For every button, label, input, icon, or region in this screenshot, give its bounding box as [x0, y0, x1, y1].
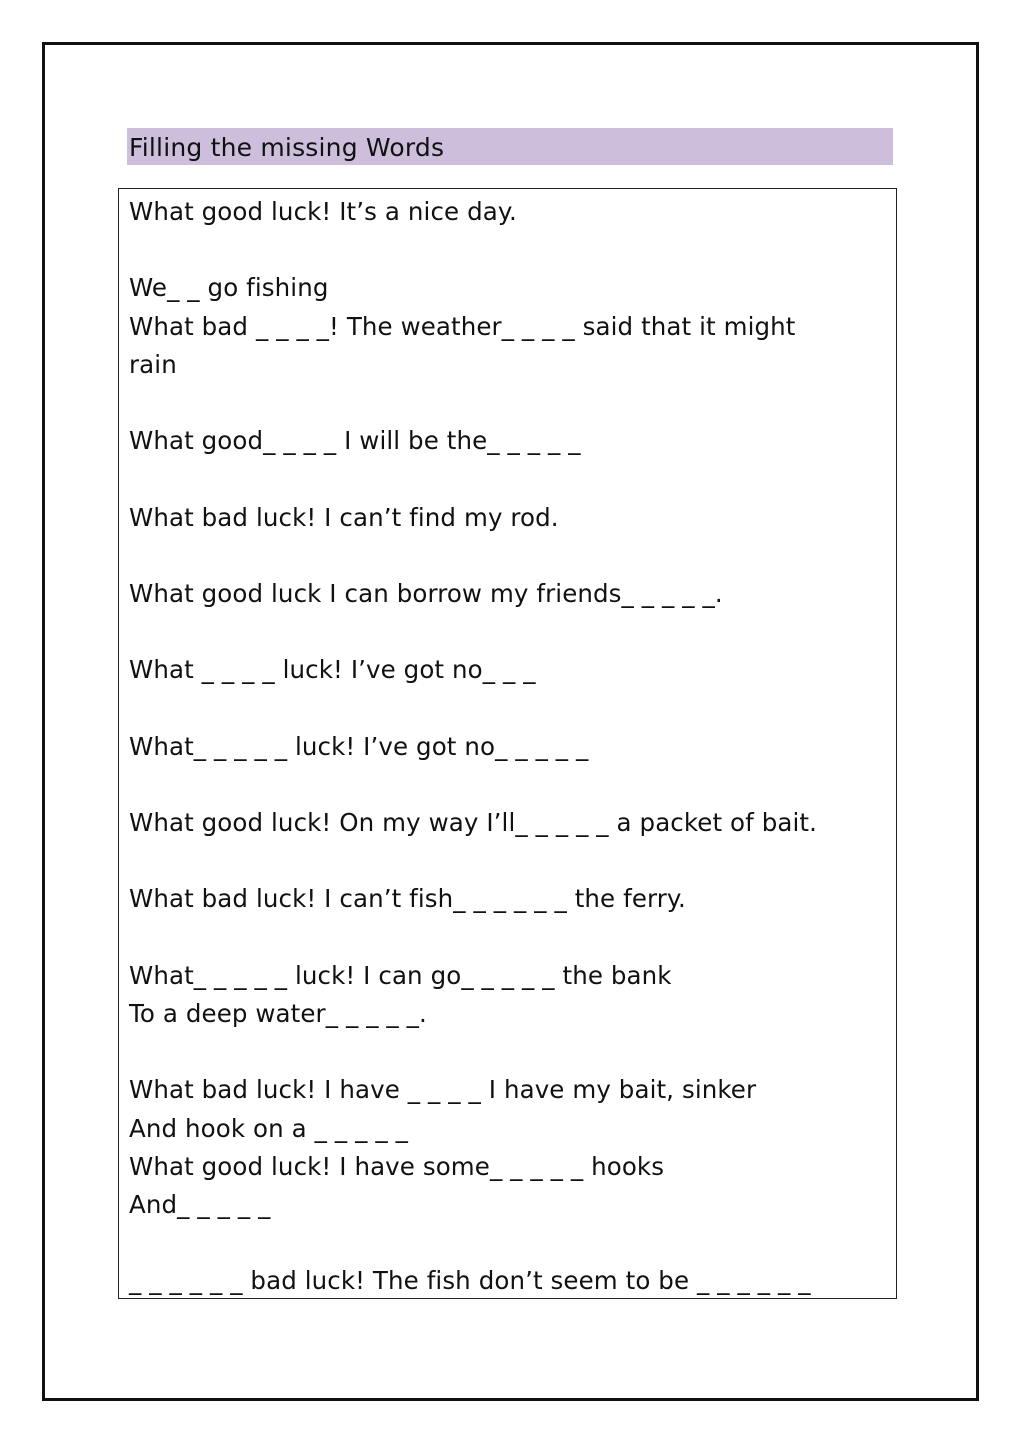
worksheet-title: Filling the missing Words [129, 133, 445, 162]
worksheet-line: What good luck I can borrow my friends_ _ _ _ _. [129, 578, 723, 608]
worksheet-line: What bad luck! I can’t find my rod. [129, 502, 559, 532]
worksheet-line: What bad luck! I have _ _ _ _ I have my bait, sinker [129, 1075, 757, 1105]
worksheet-line: What good luck! On my way I’ll_ _ _ _ _ a packet of bait. [129, 808, 818, 837]
blank-line [129, 1224, 886, 1262]
worksheet-line: And_ _ _ _ _ [129, 1189, 271, 1219]
worksheet-line: _ _ _ _ _ _ bad luck! The fish don’t seem to be _ _ _ _ _ _ [129, 1266, 811, 1296]
worksheet-line: What good luck! I have some_ _ _ _ _ hooks [129, 1151, 665, 1181]
worksheet-line: rain [129, 349, 177, 379]
worksheet-text-box [118, 188, 897, 1299]
worksheet-line: We_ _ go fishing [129, 273, 329, 303]
blank-line [129, 842, 886, 880]
worksheet-line: What bad luck! I can’t fish_ _ _ _ _ _ the ferry. [129, 884, 686, 914]
worksheet-line: What_ _ _ _ _ luck! I can go_ _ _ _ _ the bank [129, 960, 672, 990]
blank-line [129, 231, 886, 269]
worksheet-line: And hook on a _ _ _ _ _ [129, 1113, 408, 1143]
blank-line [129, 613, 886, 651]
blank-line [129, 766, 886, 804]
worksheet-line: To a deep water_ _ _ _ _. [129, 998, 427, 1028]
blank-line [129, 1033, 886, 1071]
worksheet-line: What_ _ _ _ _ luck! I’ve got no_ _ _ _ _ [129, 731, 589, 761]
blank-line [129, 689, 886, 727]
blank-line [129, 919, 886, 957]
worksheet-title-bar [127, 128, 893, 165]
blank-line [129, 537, 886, 575]
worksheet-line: What _ _ _ _ luck! I’ve got no_ _ _ [129, 655, 536, 685]
worksheet-line: What bad _ _ _ _! The weather_ _ _ _ said that it might [129, 311, 796, 341]
worksheet-line: What good luck! It’s a nice day. [129, 197, 517, 226]
blank-line [129, 384, 886, 422]
worksheet-line: What good_ _ _ _ I will be the_ _ _ _ _ [129, 426, 581, 456]
blank-line [129, 460, 886, 498]
